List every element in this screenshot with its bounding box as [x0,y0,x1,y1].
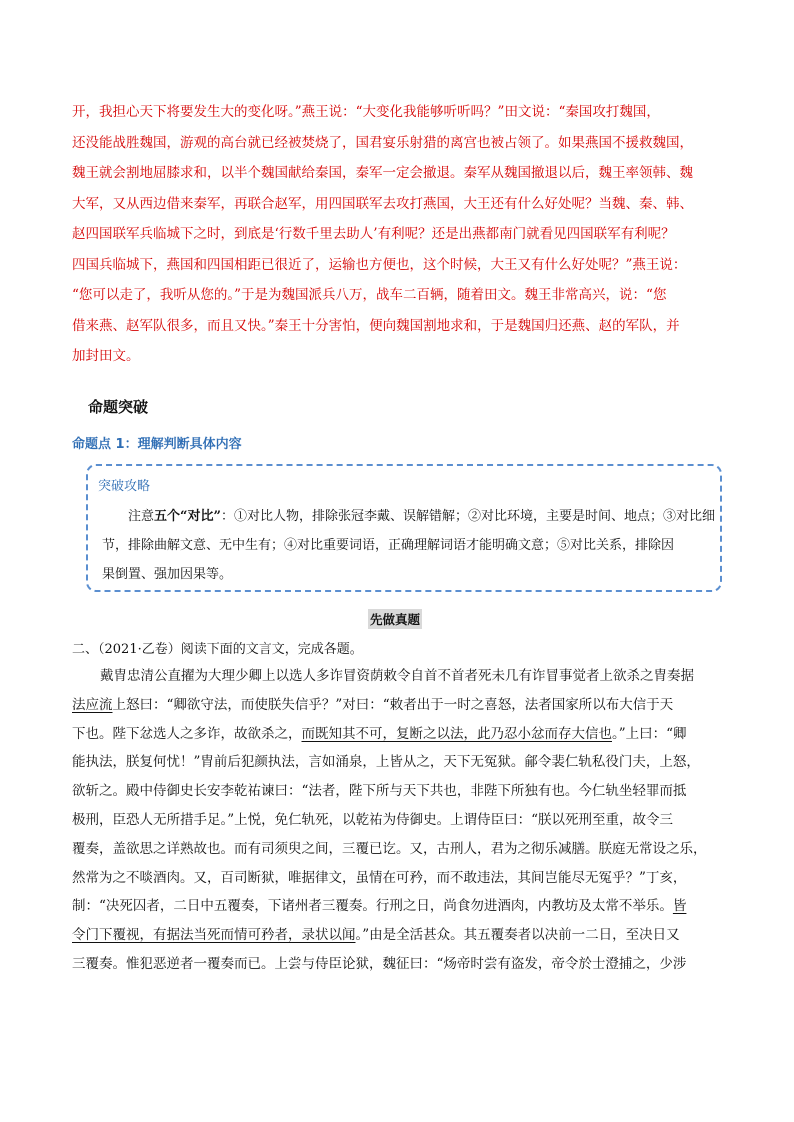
translation-line: 开，我担心天下将要发生大的变化呀。”燕王说：“大变化我能够听听吗？”田文说：“秦国攻打魏国， [72,104,660,120]
section-tag: 先做真题 [368,609,422,629]
tip-title: 突破攻略 [98,479,151,494]
translation-line: 魏王就会割地屈膝求和，以半个魏国献给秦国，秦军一定会撤退。秦军从魏国撤退以后，魏王率领韩、魏 [72,165,693,181]
tip-line-rest: ：①对比人物，排除张冠李戴、误解错解；②对比环境，主要是时间、地点；③对比细 [221,509,716,524]
question-heading: 二、（2021·乙卷）阅读下面的文言文，完成各题。 [72,642,363,657]
passage-line: 戴胄忠清公直擢为大理少卿上以选人多诈冒资荫敕令自首不首者死未几有诈冒事觉者上欲杀之胄奏据 [100,668,694,684]
tip-line: 节，排除曲解文意、无中生有；④对比重要词语，正确理解词语才能明确文意；⑤对比关系，排除因 [102,538,675,553]
translation-line: 赵四国联军兵临城下之时，到底是‘行数千里去助人’有利呢？还是出燕都南门就看见四国联军有利呢？ [72,226,675,242]
passage-text: 。”上曰：“卿 [612,725,687,742]
passage-line [72,720,724,749]
translation-line: 大军，又从西边借来秦军，再联合赵军，用四国联军去攻打燕国，大王还有什么好处呢？当魏、秦、韩、 [72,195,693,212]
translation-line: 还没能战胜魏国，游观的高台就已经被焚烧了，国君宴乐射猎的离宫也被占领了。如果燕国不援救魏国， [72,134,693,151]
underlined-sentence: 皆 [672,898,687,915]
passage-line: 能执法，朕复何忧！”胄前后犯颜执法，言如涌泉，上皆从之，天下无冤狱。鄃令裴仁轨私役门夫，上怒， [72,754,700,771]
tip-line: 果倒置、强加因果等。 [102,567,233,582]
passage-line: 然常为之不啖酒肉。又，百司断狱，唯据律文，虽情在可矜，而不敢违法，其间岂能尽无冤乎？”丁亥， [72,869,687,886]
underlined-sentence: 而既知其不可，复断之以法，此乃忍小忿而存大信也 [301,725,612,742]
passage-line: 三覆奏。惟犯恶逆者一覆奏而已。上尝与侍臣论狱，魏征曰：“炀帝时尝有盗发，帝令於士澄捕之，少涉 [72,955,687,972]
section-title: 命题突破 [88,398,149,416]
tip-line [102,502,716,531]
passage-line [72,921,724,950]
passage-line: 欲斩之。殿中侍御史长安李乾祐谏曰：“法者，陛下所与天下共也，非陛下所独有也。今仁轨坐轻罪而抵 [72,783,687,800]
passage-line: 极刑，臣恐人无所措手足。”上悦，免仁轨死，以乾祐为侍御史。上谓侍臣曰：“朕以死刑至重，故令三 [72,811,674,828]
passage-text: 上怒曰：“卿欲守法，而使朕失信乎？”对曰：“敕者出于一时之喜怒，法者国家所以布大信于天 [112,696,674,713]
sub-title: 命题点 1：理解判断具体内容 [72,437,242,452]
passage-text: 制：“决死囚者，二日中五覆奏，下诸州者三覆奏。行刑之日，尚食勿进酒肉，内教坊及太常不举乐。 [72,898,673,915]
passage-text: 下也。陛下忿选人之多诈，故欲杀之， [72,725,302,742]
tip-lead: 注意 [128,509,155,524]
translation-line: 四国兵临城下，燕国和四国相距已很近了，运输也方便也，这个时候，大王又有什么好处呢？”燕王说： [72,256,687,273]
tip-lead-bold: 五个“对比” [154,509,221,524]
tip-body [102,502,716,589]
translation-paragraph [72,97,724,372]
passage-text: 。”由是全活甚众。其五覆奏者以决前一二日，至决日又 [355,927,680,944]
underlined-phrase: 法应流 [72,696,113,713]
passage-line: 覆奏，盖欲思之详熟故也。而有司须臾之间，三覆已讫。又，古刑人，君为之彻乐减膳。朕庭无常设之乐， [72,840,707,857]
classical-passage [72,662,724,979]
translation-line: 借来燕、赵军队很多，而且又快。”秦王十分害怕，便向魏国割地求和，于是魏国归还燕、赵的军队，并 [72,317,680,334]
underlined-sentence: 令门下覆视，有据法当死而情可矜者，录状以闻 [72,927,356,944]
tip-box [86,464,722,592]
translation-line: “您可以走了，我听从您的。”于是为魏国派兵八万，战车二百辆，随着田文。魏王非常高兴，说：“您 [72,287,667,303]
passage-line [72,892,724,921]
passage-line [72,691,724,720]
translation-line: 加封田文。 [72,348,140,364]
